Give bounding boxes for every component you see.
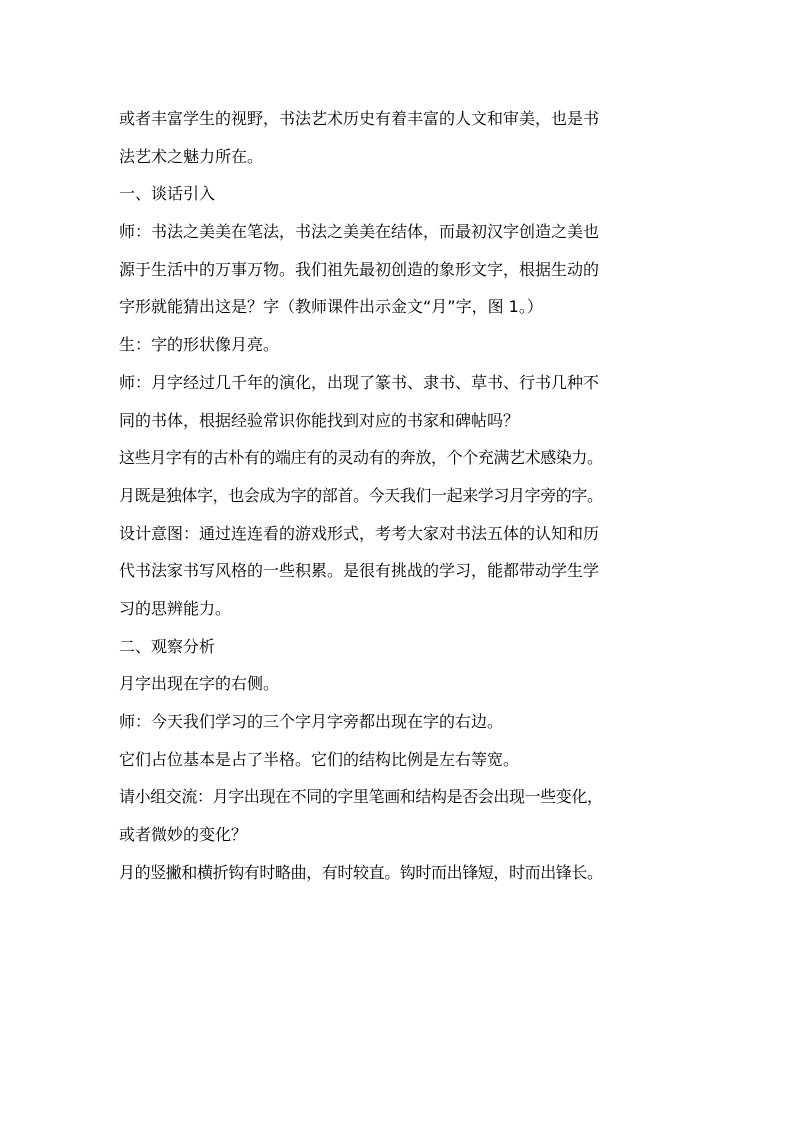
paragraph-line: 同的书体，根据经验常识你能找到对应的书家和碑帖吗？ bbox=[119, 410, 520, 430]
paragraph-line: 月的竖撇和横折钩有时略曲，有时较直。钩时而出锋短，时而出锋长。 bbox=[119, 862, 603, 882]
paragraph-line: 源于生活中的万事万物。我们祖先最初创造的象形文字，根据生动的 bbox=[119, 259, 600, 279]
paragraph-line: 它们占位基本是占了半格。它们的结构比例是左右等宽。 bbox=[119, 749, 520, 769]
paragraph-line: 或者丰富学生的视野，书法艺术历史有着丰富的人文和审美，也是书 bbox=[119, 109, 600, 128]
paragraph-line: 请小组交流：月字出现在不同的字里笔画和结构是否会出现一些变化， bbox=[119, 787, 603, 807]
paragraph-line: 代书法家书写风格的一些积累。是很有挑战的学习，能都带动学生学 bbox=[119, 561, 600, 581]
paragraph-line: 师：书法之美美在笔法，书法之美美在结体，而最初汉字创造之美也 bbox=[119, 222, 600, 242]
paragraph-line: 生：字的形状像月亮。 bbox=[119, 335, 280, 355]
paragraph-line: 或者微妙的变化？ bbox=[119, 825, 248, 845]
section-heading: 一、谈话引入 bbox=[119, 184, 216, 204]
paragraph-line: 月既是独体字，也会成为字的部首。今天我们一起来学习月字旁的字。 bbox=[119, 485, 603, 505]
paragraph-line: 设计意图：通过连连看的游戏形式，考考大家对书法五体的认知和历 bbox=[119, 523, 600, 543]
paragraph-line: 师：今天我们学习的三个字月字旁都出现在字的右边。 bbox=[119, 712, 504, 731]
paragraph-line: 法艺术之魅力所在。 bbox=[119, 146, 264, 166]
paragraph-line: 字形就能猜出这是？字（教师课件出示金文“月”字，图 1。） bbox=[119, 297, 543, 317]
paragraph-line: 师：月字经过几千年的演化，出现了篆书、隶书、草书、行书几种不 bbox=[119, 372, 600, 392]
section-heading: 二、观察分析 bbox=[119, 636, 216, 656]
paragraph-line: 月字出现在字的右侧。 bbox=[119, 674, 280, 694]
paragraph-line: 这些月字有的古朴有的端庄有的灵动有的奔放，个个充满艺术感染力。 bbox=[119, 448, 603, 468]
paragraph-line: 习的思辨能力。 bbox=[119, 598, 232, 618]
document-body bbox=[119, 100, 679, 891]
